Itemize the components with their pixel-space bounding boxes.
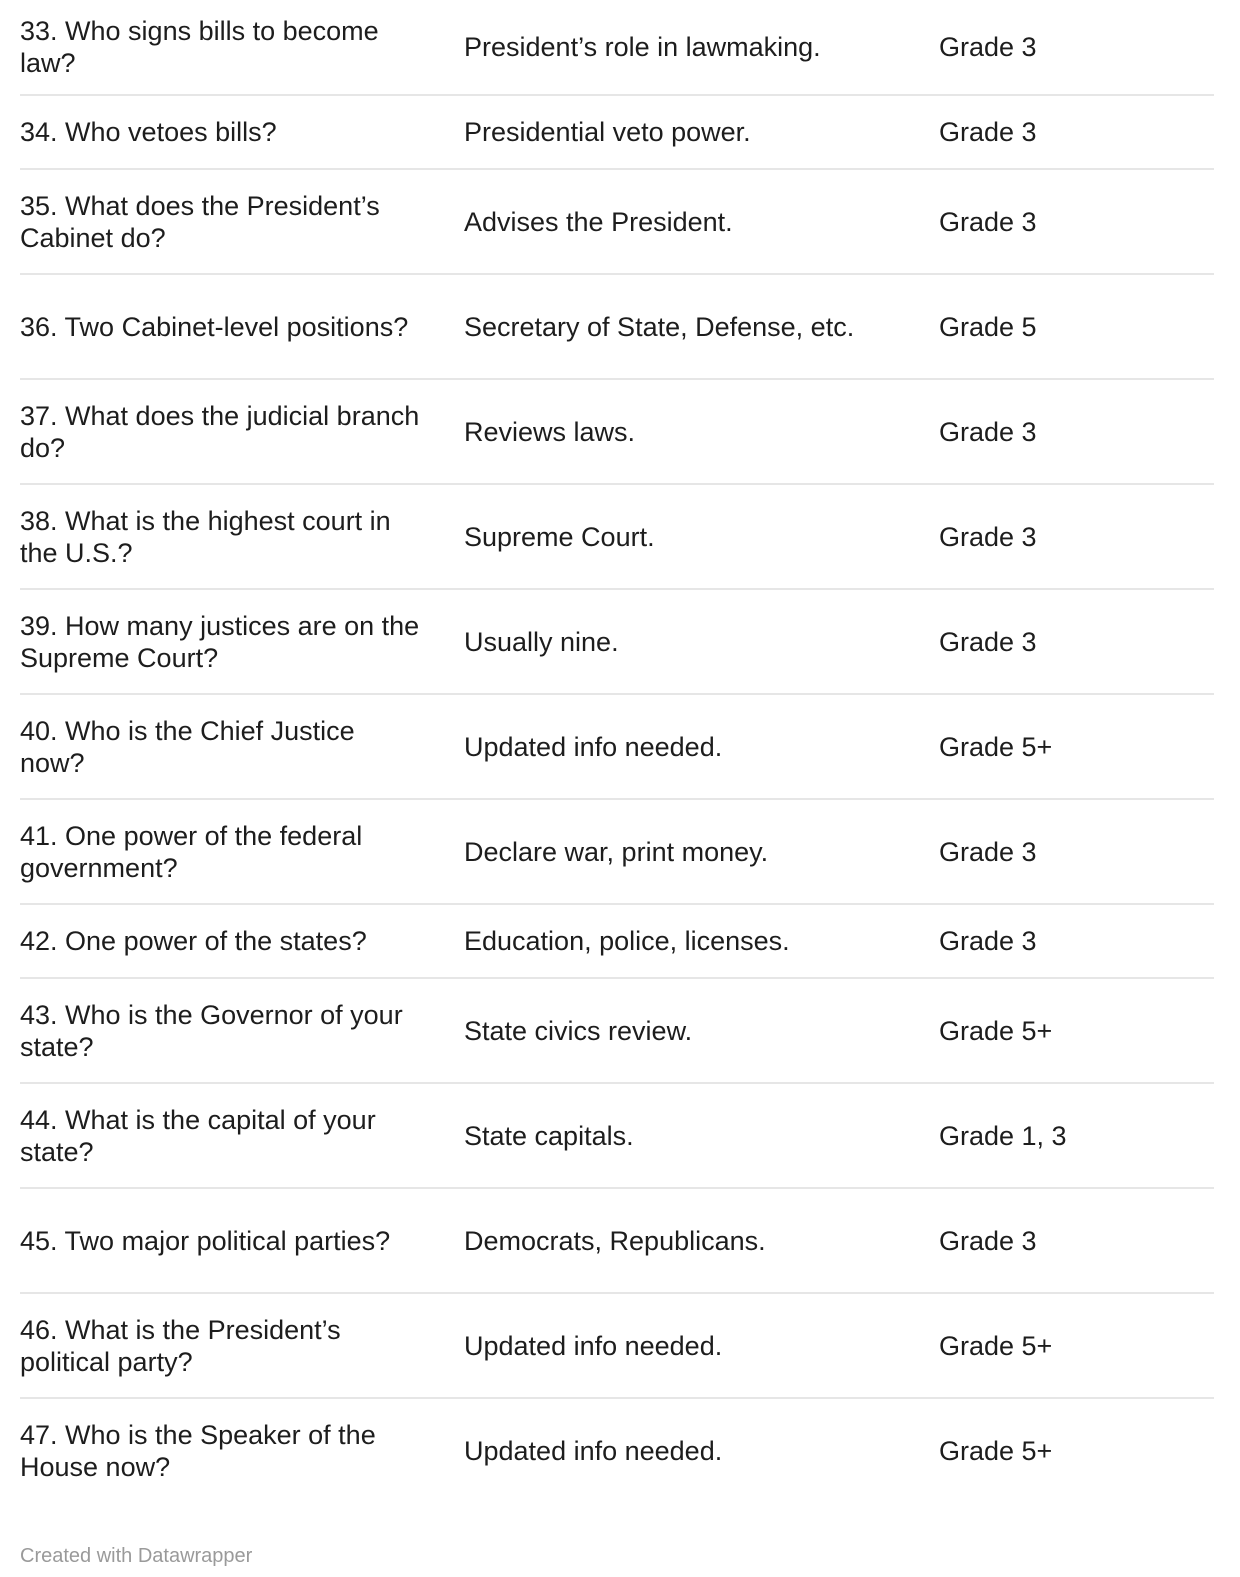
answer-cell: Reviews laws. [464, 379, 939, 484]
table-row [20, 978, 1214, 1083]
grade-cell: Grade 1, 3 [939, 1083, 1214, 1188]
datawrapper-credit[interactable]: Created with Datawrapper [20, 1545, 253, 1567]
question-cell [20, 169, 464, 274]
question-text: 42. One power of the states? [20, 926, 367, 956]
answer-cell: State capitals. [464, 1083, 939, 1188]
question-text: 46. What is the President’s political party? [20, 1314, 341, 1377]
grade-cell: Grade 3 [939, 379, 1214, 484]
question-text: 37. What does the judicial branch do? [20, 400, 420, 463]
table-row [20, 484, 1214, 589]
answer-cell: Declare war, print money. [464, 799, 939, 904]
table-row [20, 274, 1214, 379]
question-text: 39. How many justices are on the Supreme Court? [20, 610, 420, 673]
question-text: 33. Who signs bills to become law? [20, 16, 379, 78]
answer-cell: Presidential veto power. [464, 95, 939, 169]
question-text: 38. What is the highest court in the U.S.? [20, 505, 391, 568]
answer-cell: Updated info needed. [464, 694, 939, 799]
answer-cell: Education, police, licenses. [464, 904, 939, 978]
answer-cell: Usually nine. [464, 589, 939, 694]
table-row [20, 1293, 1214, 1398]
grade-cell: Grade 5+ [939, 694, 1214, 799]
question-text: 34. Who vetoes bills? [20, 117, 277, 147]
grade-cell: Grade 5 [939, 274, 1214, 379]
answer-cell: Supreme Court. [464, 484, 939, 589]
grade-cell: Grade 5+ [939, 1293, 1214, 1398]
grade-cell: Grade 3 [939, 589, 1214, 694]
table-row [20, 799, 1214, 904]
question-cell [20, 95, 464, 169]
answer-cell: Democrats, Republicans. [464, 1188, 939, 1293]
table-row [20, 1398, 1214, 1502]
question-text: 47. Who is the Speaker of the House now? [20, 1419, 376, 1482]
question-text: 36. Two Cabinet-level positions? [20, 311, 409, 342]
question-cell [20, 799, 464, 904]
grade-cell: Grade 5+ [939, 978, 1214, 1083]
grade-cell: Grade 3 [939, 484, 1214, 589]
answer-cell: State civics review. [464, 978, 939, 1083]
question-cell [20, 1188, 464, 1293]
question-cell [20, 978, 464, 1083]
grade-cell: Grade 3 [939, 799, 1214, 904]
answer-cell: President’s role in lawmaking. [464, 0, 939, 95]
data-table [20, 0, 1214, 1502]
question-cell [20, 589, 464, 694]
question-text: 40. Who is the Chief Justice now? [20, 715, 355, 778]
question-cell [20, 1083, 464, 1188]
question-cell [20, 904, 464, 978]
question-text: 44. What is the capital of your state? [20, 1104, 376, 1167]
question-text: 43. Who is the Governor of your state? [20, 999, 403, 1062]
question-text: 45. Two major political parties? [20, 1225, 391, 1256]
table-row [20, 589, 1214, 694]
table-row [20, 1083, 1214, 1188]
grade-cell: Grade 3 [939, 904, 1214, 978]
grade-cell: Grade 3 [939, 1188, 1214, 1293]
grade-cell: Grade 3 [939, 95, 1214, 169]
answer-cell: Updated info needed. [464, 1435, 723, 1466]
table-row [20, 379, 1214, 484]
answer-cell: Updated info needed. [464, 1293, 939, 1398]
question-text: 35. What does the President’s Cabinet do? [20, 190, 380, 253]
answer-cell: Advises the President. [464, 169, 939, 274]
question-text: 41. One power of the federal government? [20, 820, 363, 883]
question-cell [20, 274, 464, 379]
table-row [20, 1188, 1214, 1293]
grade-cell: Grade 5+ [939, 1435, 1053, 1466]
table-row [20, 95, 1214, 169]
question-cell [20, 1293, 464, 1398]
question-cell [20, 0, 464, 95]
table-row [20, 0, 1214, 95]
question-cell [20, 1398, 464, 1502]
grade-cell: Grade 3 [939, 169, 1214, 274]
table-row [20, 169, 1214, 274]
question-cell [20, 379, 464, 484]
question-cell [20, 484, 464, 589]
question-cell [20, 694, 464, 799]
grade-cell: Grade 3 [939, 0, 1214, 95]
answer-cell: Secretary of State, Defense, etc. [464, 274, 939, 379]
table-row [20, 904, 1214, 978]
table-row [20, 694, 1214, 799]
